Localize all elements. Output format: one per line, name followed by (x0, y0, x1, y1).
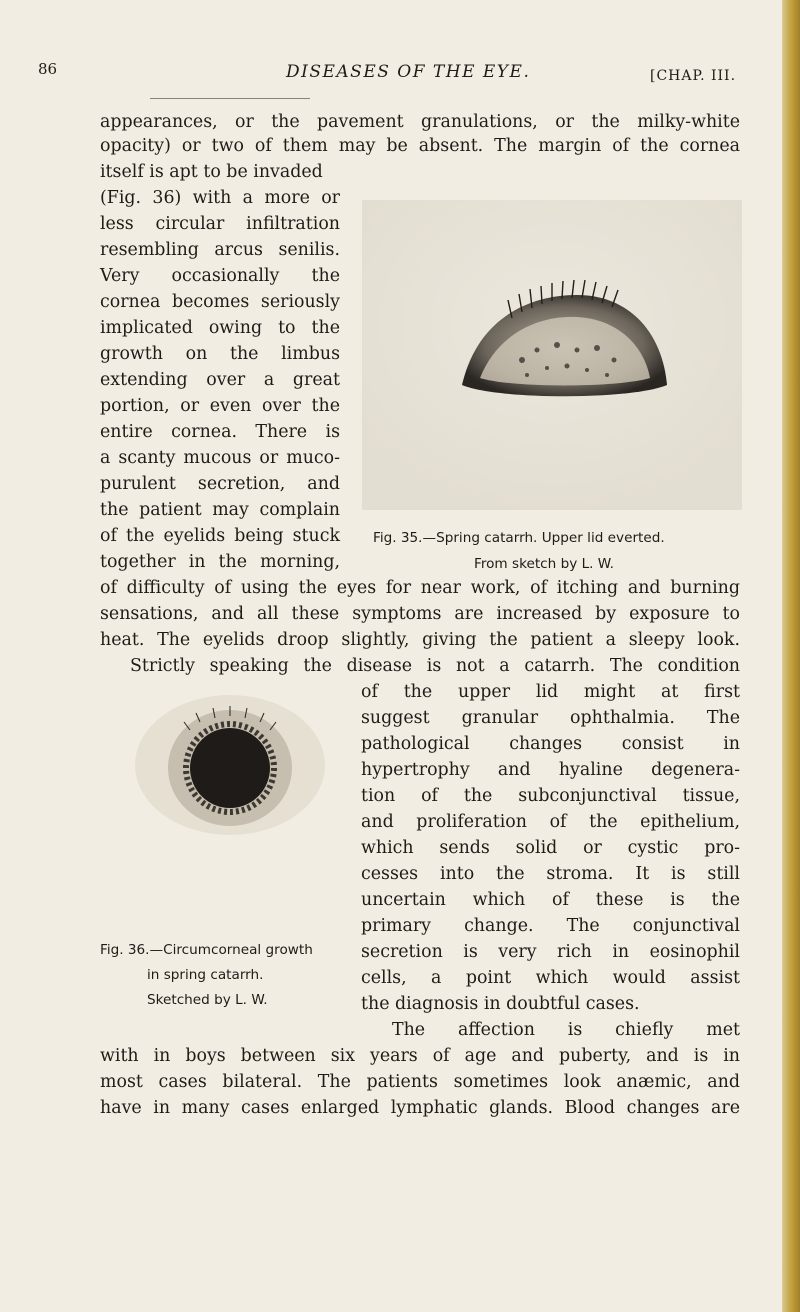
text-line: together in the morning, (100, 552, 340, 572)
text-line: of difficulty of using the eyes for near work, of itching and burning (100, 578, 740, 598)
text-line: extending over a great (100, 370, 340, 390)
figure-36-caption: Fig. 36.—Circumcorneal growth (100, 942, 313, 958)
text-line: of the upper lid might at first (361, 682, 740, 702)
text-line: portion, or even over the (100, 396, 340, 416)
text-line: suggest granular ophthalmia. The (361, 708, 740, 728)
text-line: tion of the subconjunctival tissue, (361, 786, 740, 806)
text-line: cells, a point which would assist (361, 968, 740, 988)
text-line: secretion is very rich in eosinophil (361, 942, 740, 962)
header-rule (150, 98, 310, 99)
text-line: entire cornea. There is (100, 422, 340, 442)
text-line: sensations, and all these symptoms are increased by exposure to (100, 604, 740, 624)
text-line: and proliferation of the epithelium, (361, 812, 740, 832)
text-line: most cases bilateral. The patients sometimes look anæmic, and (100, 1072, 740, 1092)
text-line: itself is apt to be invaded (100, 162, 323, 182)
text-line: cornea becomes seriously (100, 292, 340, 312)
text-line: growth on the limbus (100, 344, 340, 364)
figure-36-illustration (130, 690, 330, 840)
figure-35-credit: From sketch by L. W. (474, 556, 614, 572)
text-line: The affection is chiefly met (392, 1020, 740, 1040)
text-line: the diagnosis in doubtful cases. (361, 994, 640, 1014)
text-line: (Fig. 36) with a more or (100, 188, 340, 208)
figure-36-credit: Sketched by L. W. (147, 992, 268, 1008)
text-line: less circular infiltration (100, 214, 340, 234)
text-line: uncertain which of these is the (361, 890, 740, 910)
text-line: resembling arcus senilis. (100, 240, 340, 260)
text-line: a scanty mucous or muco- (100, 448, 340, 468)
text-line: primary change. The conjunctival (361, 916, 740, 936)
text-line: opacity) or two of them may be absent. The margin of the cornea (100, 136, 740, 156)
figure-35-illustration (362, 200, 742, 510)
text-line: heat. The eyelids droop slightly, giving the patient a sleepy look. (100, 630, 740, 650)
text-line: have in many cases enlarged lymphatic glands. Blood changes are (100, 1098, 740, 1118)
text-line: pathological changes consist in (361, 734, 740, 754)
running-title: DISEASES OF THE EYE. (286, 62, 531, 82)
text-line: appearances, or the pavement granulations, or the milky-white (100, 112, 740, 132)
figure-35-caption: Fig. 35.—Spring catarrh. Upper lid everted. (373, 530, 665, 546)
text-line: Strictly speaking the disease is not a catarrh. The condition (130, 656, 740, 676)
text-line: of the eyelids being stuck (100, 526, 340, 546)
text-line: the patient may complain (100, 500, 340, 520)
page-edge (782, 0, 800, 1312)
text-line: Very occasionally the (100, 266, 340, 286)
chapter-marker: [CHAP. III. (650, 68, 737, 84)
page-number: 86 (38, 60, 58, 78)
text-line: with in boys between six years of age and puberty, and is in (100, 1046, 740, 1066)
text-line: which sends solid or cystic pro- (361, 838, 740, 858)
figure-36-caption-2: in spring catarrh. (147, 967, 264, 983)
text-line: implicated owing to the (100, 318, 340, 338)
text-line: cesses into the stroma. It is still (361, 864, 740, 884)
text-line: hypertrophy and hyaline degenera- (361, 760, 740, 780)
text-line: purulent secretion, and (100, 474, 340, 494)
